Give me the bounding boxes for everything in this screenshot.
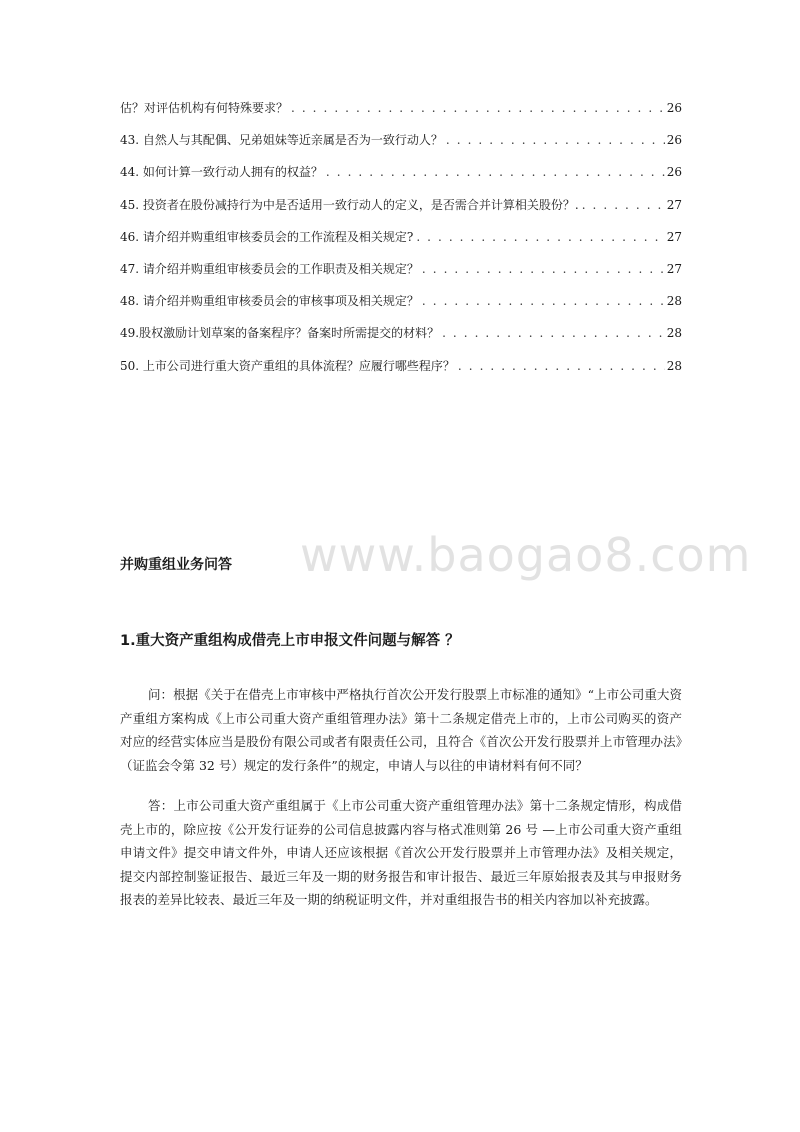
toc-entry[interactable] [120,257,682,289]
toc-entry[interactable] [120,289,682,321]
toc-page-number: 28 [666,294,682,309]
toc-entry[interactable] [120,354,682,386]
toc-entry[interactable] [120,321,682,353]
toc-page-number: 27 [666,261,682,276]
toc-leader-dots [443,128,665,152]
toc-entry-text: 估？对评估机构有何特殊要求？ [120,101,289,115]
toc-entry-text: 50. 上市公司进行重大资产重组的具体流程？应履行哪些程序？ [120,358,455,373]
watermark: www.baogao8.com [300,528,752,582]
toc-entry[interactable] [120,193,682,225]
toc-entry[interactable] [120,160,682,192]
question-paragraph: 问：根据《关于在借壳上市审核中严格执行首次公开发行股票上市标准的通知》“上市公司重大资产重组方案构成《上市公司重大资产重组管理办法》第十二条规定借壳上市的，上市公司购买的资产对应的经营实体应当是股份有限公司或者有限责任公司，且符合《首次公开发行股票并上市管理办法》（证监会令第 32 号）规定的发行条件”的规定，申请人与以往的申请材料有何不同？ [120,687,682,773]
toc-entry[interactable] [120,96,682,128]
toc-entry-text: 43. 自然人与其配偶、兄弟姐妹等近亲属是否为一致行动人？ [120,133,443,148]
table-of-contents [120,96,682,386]
toc-entry-text: 47. 请介绍并购重组审核委员会的工作职责及相关规定？ [120,261,419,276]
toc-leader-dots [323,160,665,184]
toc-leader-dots [579,193,665,217]
toc-leader-dots [288,96,665,120]
question-title: 1.重大资产重组构成借壳上市申报文件问题与解答 ？ [120,633,460,649]
toc-leader-dots [455,354,665,378]
toc-page-number: 28 [666,358,682,373]
toc-page-number: 27 [666,197,682,212]
toc-entry-text: 44. 如何计算一致行动人拥有的权益？ [120,165,323,180]
toc-entry-text: 48. 请介绍并购重组审核委员会的审核事项及相关规定？ [120,294,419,309]
toc-page-number: 26 [666,101,682,115]
toc-leader-dots [419,289,665,313]
toc-page-number: 28 [666,326,682,341]
toc-page-number: 26 [666,165,682,180]
toc-entry-text: 45. 投资者在股份减持行为中是否适用一致行动人的定义，是否需合并计算相关股份？. [120,197,579,212]
toc-leader-dots [413,225,664,249]
toc-page-number: 27 [666,229,682,244]
toc-entry[interactable] [120,128,682,160]
toc-leader-dots [419,257,665,281]
toc-entry[interactable] [120,225,682,257]
toc-page-number: 26 [666,133,682,148]
toc-leader-dots [439,321,665,345]
toc-entry-text: 46. 请介绍并购重组审核委员会的工作流程及相关规定? [120,229,414,244]
toc-entry-text: 49.股权激励计划草案的备案程序？备案时所需提交的材料？ [120,326,440,341]
section-title: 并购重组业务问答 [120,557,232,573]
answer-paragraph: 答：上市公司重大资产重组属于《上市公司重大资产重组管理办法》第十二条规定情形，构成借壳上市的，除应按《公开发行证券的公司信息披露内容与格式准则第 26 号 —上市公司重大资产重组申请文件》提交申请文件外，申请人还应该根据《首次公开发行股票并上市管理办法》及相关规定，提交内部控制鉴证报告、最近三年及一期的财务报告和审计报告、最近三年原始报表及其与申报财务报表的差异比较表、最近三年及一期的纳税证明文件，并对重组报告书的相关内容加以补充披露。 [120,798,682,908]
